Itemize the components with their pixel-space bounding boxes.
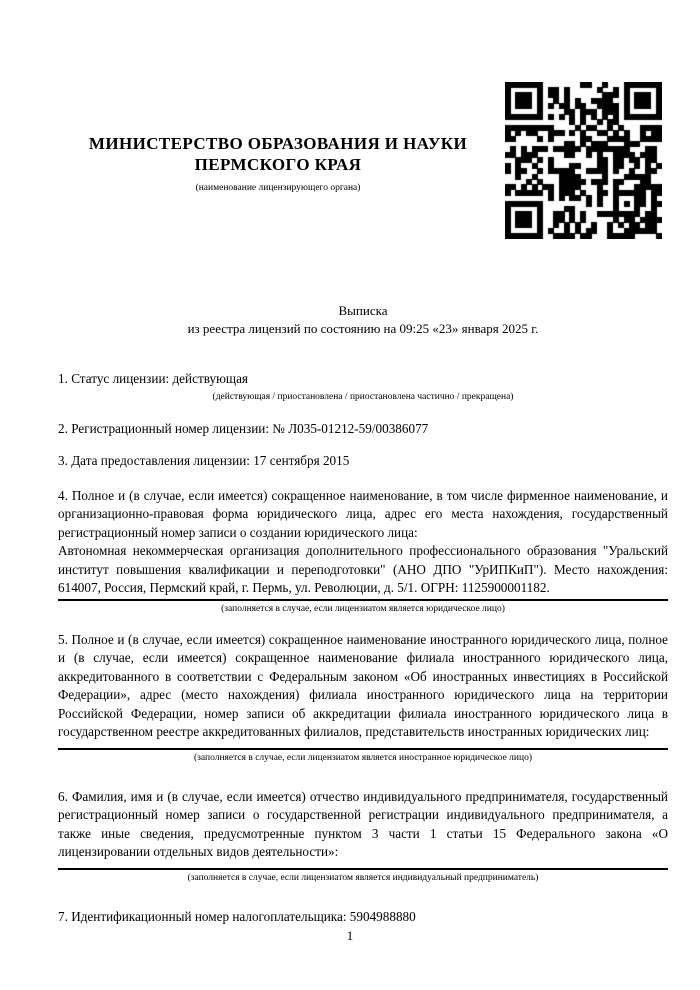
page-number: 1 [346,928,354,943]
item-registration-number [58,420,668,439]
item-license-status-caption: (действующая / приостановлена / приостановлена частично / прекращена) [212,391,514,402]
item-legal-entity-caption: (заполняется в случае, если лицензиатом является юридическое лицо) [221,603,505,614]
title-line1: Выписка [338,303,388,318]
title-line2: из реестра лицензий по состоянию на 09:25 «23» января 2025 г. [187,321,539,336]
item-foreign-entity-caption: (заполняется в случае, если лицензиатом является иностранное юридическое лицо) [194,752,532,763]
qr-code-icon [505,82,662,239]
item-grant-date [58,452,668,471]
item-individual-entrepreneur [58,788,668,884]
licensing-authority-header [58,0,498,194]
item-license-status [58,370,668,403]
item-registration-number-text: 2. Регистрационный номер лицензии: № Л035-01212-59/00386077 [58,420,429,436]
item-grant-date-text: 3. Дата предоставления лицензии: 17 сентября 2015 [58,453,350,468]
item-foreign-entity [58,631,668,764]
item-foreign-entity-text: 5. Полное и (в случае, если имеется) сокращенное наименование иностранного юридического лица, полное и (в случае, если имеется) сокращенное наименование филиала иностранного юридического лица, аккредитованного в соответствии с Федеральным законом «Об иностранных инвестициях в Российской Федерации», адрес (место нахождения) филиала иностранного юридического лица на территории Российской Федерации, номер записи об аккредитации филиала иностранного юридического лица в государственном реестре аккредитованных филиалов, представительств иностранных юридических лиц: [58,631,668,739]
item-legal-entity-value: Автономная некоммерческая организация дополнительного профессионального образования "Уральский институт повышения квалификации и переподготовки" (АНО ДПО "УрИПКиП"). Место нахождения: 614007, Россия, Пермский край, г. Пермь, ул. Революции, д. 5/1. ОГРН: 1125900001182. [58,542,668,601]
item-taxpayer-number-text: 7. Идентификационный номер налогоплательщика: 5904988880 [58,908,416,924]
ministry-name-line2: ПЕРМСКОГО КРАЯ [194,155,362,174]
item-legal-entity-text: 4. Полное и (в случае, если имеется) сокращенное наименование, в том числе фирменное наименование, и организационно-правовая форма юридического лица, адрес его места нахождения, государственный регистрационный номер записи о создании юридического лица: [58,487,668,540]
item-taxpayer-number [58,908,668,927]
ministry-name-line1: МИНИСТЕРСТВО ОБРАЗОВАНИЯ И НАУКИ [88,134,468,153]
item-license-status-text: 1. Статус лицензии: действующая [58,371,249,386]
item-individual-entrepreneur-text: 6. Фамилия, имя и (в случае, если имеется) отчество индивидуального предпринимателя, государственный регистрационный номер записи о государственной регистрации индивидуального предпринимателя, а также иные сведения, предусмотренные пунктом 3 части 1 статьи 15 Федерального закона «О лицензировании отдельных видов деятельности»: [58,788,668,859]
item-individual-entrepreneur-blank-line [58,862,668,870]
item-foreign-entity-blank-line [58,742,668,750]
licensing-authority-caption: (наименование лицензирующего органа) [195,183,361,193]
qr-code-canvas [505,82,662,239]
item-legal-entity [58,487,668,615]
document-title [58,302,668,338]
item-individual-entrepreneur-caption: (заполняется в случае, если лицензиатом является индивидуальный предприниматель) [187,872,539,883]
